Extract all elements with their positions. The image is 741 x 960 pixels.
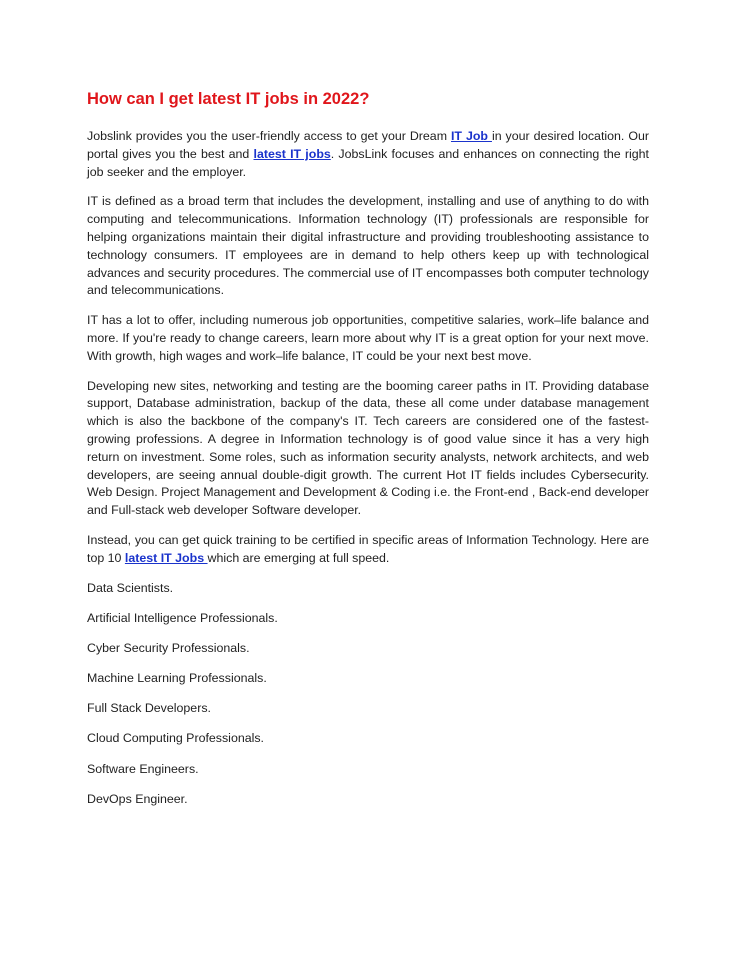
intro-text-3: . JobsLink focuses and enhances on connecting the right job seeker and the employer.: [87, 146, 649, 179]
intro-text-1: Jobslink provides you the user-friendly access to get your Dream: [87, 129, 451, 143]
list-item: Artificial Intelligence Professionals.: [87, 610, 278, 625]
list-item: Machine Learning Professionals.: [87, 671, 267, 686]
page-title: How can I get latest IT jobs in 2022?: [87, 90, 370, 108]
job-list: [87, 580, 649, 809]
latest-it-jobs-link-2[interactable]: latest IT Jobs: [124, 550, 208, 565]
list-item: Software Engineers.: [87, 761, 199, 776]
intro-text-2: in your desired location. Our portal gives you the best and: [87, 129, 649, 161]
list-item: DevOps Engineer.: [87, 791, 188, 806]
list-item: Full Stack Developers.: [87, 701, 211, 716]
list-item: Cyber Security Professionals.: [87, 640, 250, 655]
it-job-link[interactable]: IT Job: [450, 129, 492, 143]
intro-paragraph: [87, 128, 649, 181]
training-paragraph: [87, 532, 649, 568]
list-item: Data Scientists.: [87, 580, 174, 595]
it-benefits-paragraph: IT has a lot to offer, including numerous job opportunities, competitive salaries, work–life balance and more. If you're ready to change careers, learn more about why IT is a great option for your next move. With growth, high wages and work–life balance, IT could be your next best move.: [87, 313, 649, 363]
document-page: [87, 88, 649, 821]
training-text-2: which are emerging at full speed.: [207, 550, 390, 565]
career-paths-paragraph: Developing new sites, networking and testing are the booming career paths in IT. Providing database support, Database administration, backup of the data, these all come under database management which is also the backbone of the company's IT. Tech careers are considered one of the fastest-growing professions. A degree in Information technology is of good value since it has a very high return on investment. Some roles, such as information security analysts, network architects, and web developers, are seeing annual double-digit growth. The current Hot IT fields includes Cybersecurity. Web Design. Project Management and Development & Coding i.e. the Front-end , Back-end developer and Full-stack web developer Software developer.: [87, 378, 649, 518]
latest-it-jobs-link[interactable]: latest IT jobs: [253, 146, 331, 161]
it-definition-paragraph: IT is defined as a broad term that includes the development, installing and use of anything to do with computing and telecommunications. Information technology (IT) professionals are responsible for helping organizations maintain their digital infrastructure and providing troubleshooting assistance to technology consumers. IT employees are in demand to help others keep up with technological advances and security procedures. The commercial use of IT encompasses both computer technology and telecommunications.: [87, 194, 649, 298]
list-item: Cloud Computing Professionals.: [87, 731, 265, 746]
training-text-1: Instead, you can get quick training to be certified in specific areas of Information Technology. Here are top 10: [87, 532, 649, 565]
